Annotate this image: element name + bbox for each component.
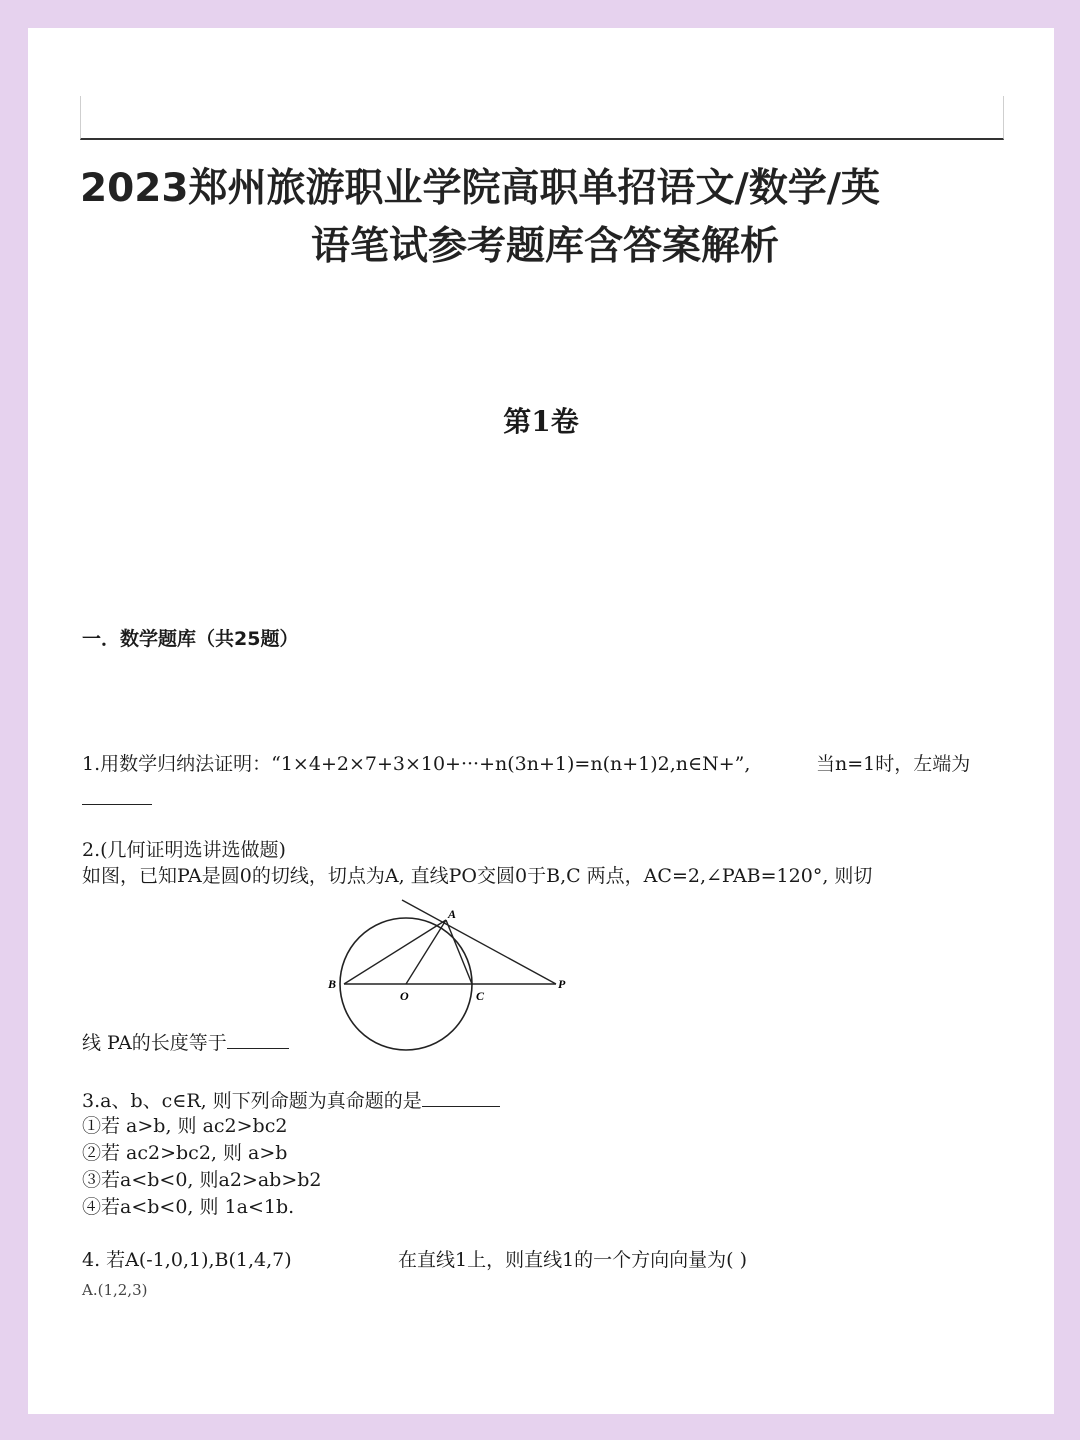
label-o: O bbox=[400, 989, 409, 1003]
question-3-option-4: ④若a<b<0, 则 1a<1b. bbox=[82, 1196, 295, 1218]
question-1-text bbox=[82, 750, 750, 778]
question-1-stem: 1.用数学归纳法证明：“1×4+2×7+3×10+···+n(3n+1)=n(n+1)2,n∈N+”, bbox=[82, 753, 751, 775]
label-c: C bbox=[476, 989, 485, 1003]
document-title bbox=[80, 160, 1010, 276]
label-p: P bbox=[558, 977, 566, 991]
segment-ca bbox=[446, 920, 472, 984]
question-1-tail: 当n=1时，左端为 bbox=[816, 753, 971, 775]
question-1-answer-blank bbox=[82, 784, 152, 813]
title-line-1: 2023郑州旅游职业学院高职单招语文/数学/英 bbox=[80, 166, 881, 211]
title-line-2: 语笔试参考题库含答案解析 bbox=[310, 224, 779, 269]
section-heading: 一．数学题库（共25题） bbox=[82, 628, 299, 650]
question-2-end-text: 线 PA的长度等于 bbox=[82, 1032, 227, 1054]
segment-ba bbox=[344, 920, 446, 984]
question-4-stem-left: 4. 若A(-1,0,1),B(1,4,7) bbox=[82, 1249, 292, 1271]
circle-tangent-figure bbox=[318, 894, 578, 1058]
document-page bbox=[28, 28, 1054, 1414]
question-4-option-a: A.(1,2,3) bbox=[82, 1281, 148, 1299]
question-3-option-3: ③若a<b<0, 则a2>ab>b2 bbox=[82, 1169, 322, 1191]
question-2-end bbox=[82, 1028, 289, 1057]
tangent-line-pa bbox=[402, 900, 556, 984]
segment-oa bbox=[406, 920, 446, 984]
question-3-stem-text: 3.a、b、c∈R, 则下列命题为真命题的是 bbox=[82, 1090, 422, 1112]
volume-heading: 第1卷 bbox=[503, 405, 579, 438]
question-3-option-2: ②若 ac2>bc2, 则 a>b bbox=[82, 1142, 288, 1164]
question-3-stem bbox=[82, 1086, 500, 1115]
label-b: B bbox=[328, 977, 337, 991]
question-4-stem-right: 在直线1上，则直线1的一个方向向量为( ) bbox=[398, 1249, 748, 1271]
question-2-heading: 2.(几何证明选讲选做题) bbox=[82, 839, 286, 861]
answer-blank bbox=[227, 1028, 289, 1049]
answer-blank bbox=[422, 1086, 500, 1107]
question-2-text: 如图，已知PA是圆0的切线，切点为A, 直线PO交圆0于B,C 两点，AC=2,∠PAB=120°, 则切 bbox=[82, 865, 873, 887]
question-3-option-1: ①若 a>b, 则 ac2>bc2 bbox=[82, 1115, 288, 1137]
page-header-rule bbox=[80, 96, 1004, 140]
answer-blank bbox=[82, 784, 152, 805]
label-a: A bbox=[448, 907, 457, 921]
